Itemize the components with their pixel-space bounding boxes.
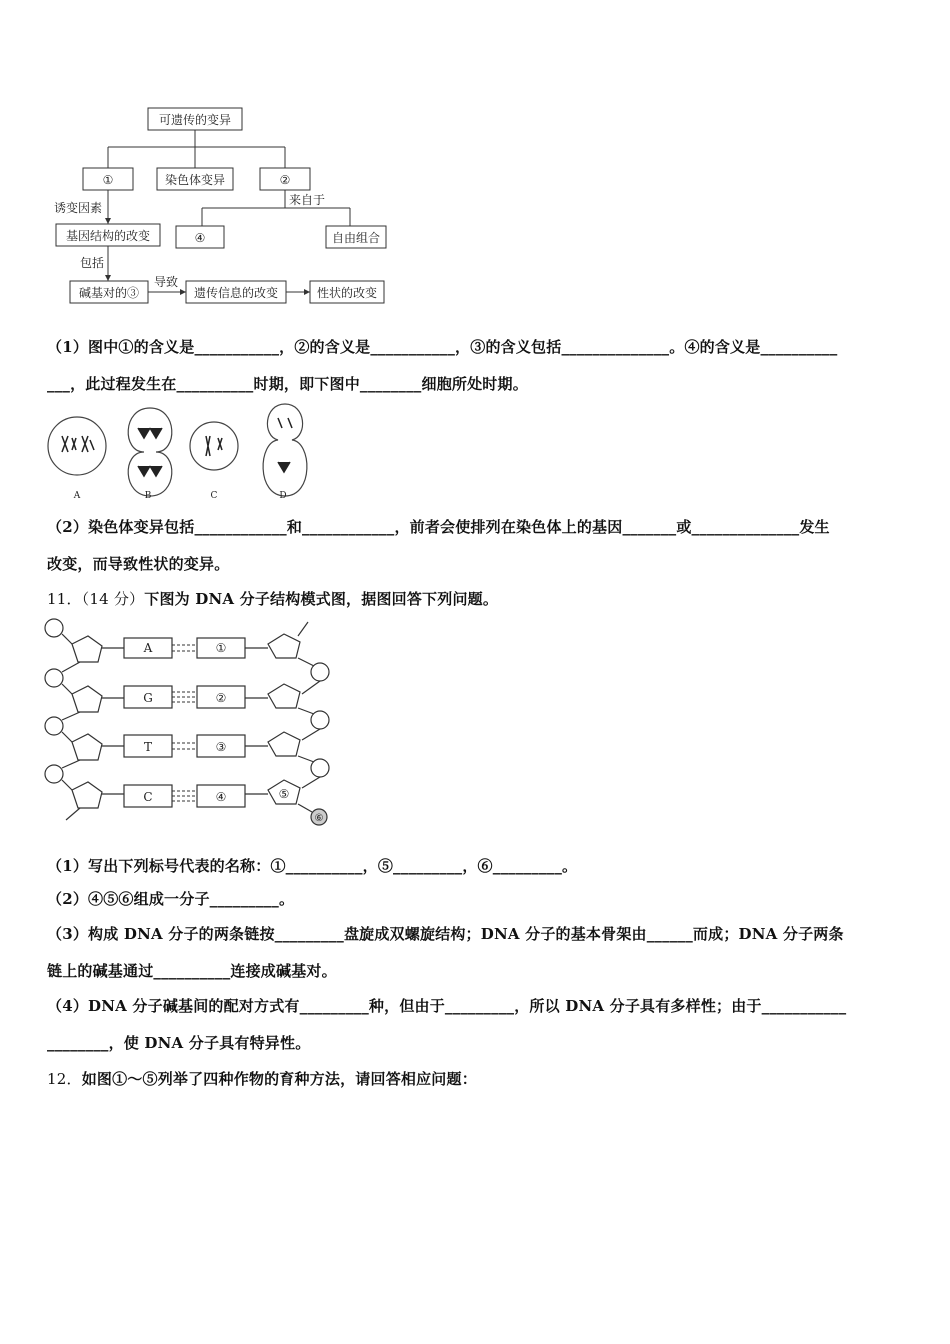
- cell-division-figure: [40, 400, 330, 505]
- variation-flowchart: [40, 100, 400, 315]
- dna-label-5: ⑤: [278, 787, 290, 801]
- cell-b: [128, 408, 172, 496]
- flow-text-2: ②: [279, 173, 291, 187]
- cell-a: [48, 417, 106, 475]
- cell-label-b: B: [144, 491, 152, 501]
- cell-label-a: A: [73, 491, 81, 501]
- flow-label-include: 包括: [80, 256, 105, 270]
- dna-label-3: ③: [215, 740, 227, 754]
- cell-label-d: D: [279, 491, 287, 501]
- flow-text-trait: 性状的改变: [316, 286, 378, 300]
- flow-text-4: ④: [194, 231, 206, 245]
- dna-label-4: ④: [215, 790, 227, 804]
- flow-text-base: 碱基对的③: [78, 286, 140, 300]
- dna-label-6: ⑥: [314, 813, 324, 824]
- q10-part2-line2: 改变，而导致性状的变异。: [47, 555, 230, 573]
- flow-text-free: 自由组合: [331, 231, 381, 245]
- q12-title: 如图①～⑤列举了四种作物的育种方法，请回答相应问题：: [81, 1070, 477, 1088]
- flow-label-induce: 诱变因素: [54, 201, 103, 215]
- cell-c: [190, 422, 238, 470]
- dna-base-left-3: T: [143, 740, 153, 754]
- flow-text-1: ①: [102, 173, 114, 187]
- dna-base-left-4: C: [143, 790, 153, 804]
- cell-label-c: C: [210, 491, 218, 501]
- flow-label-from: 来自于: [289, 193, 326, 207]
- dna-label-1: ①: [215, 641, 227, 655]
- q11-sub3-line1: （3）构成 DNA 分子的两条链按_________盘旋成双螺旋结构；DNA 分子的基本骨架由______而成；DNA 分子两条: [47, 925, 844, 943]
- dna-base-left-2: G: [143, 691, 153, 705]
- q11-sub2: （2）④⑤⑥组成一分子_________。: [47, 890, 295, 908]
- flow-text-info: 遗传信息的改变: [193, 286, 279, 300]
- cell-d: [263, 404, 307, 496]
- sugar-left-4: [72, 782, 102, 808]
- q11-sub1: （1）写出下列标号代表的名称：①__________，⑤_________，⑥_________。: [47, 857, 578, 875]
- flow-text-gene-struct: 基因结构的改变: [65, 229, 151, 243]
- flow-text-top: 可遗传的变异: [158, 113, 232, 127]
- flow-label-lead: 导致: [154, 275, 179, 289]
- q12-heading: [47, 1068, 477, 1089]
- sugar-left-3: [72, 734, 102, 760]
- q11-sub4-line1: （4）DNA 分子碱基间的配对方式有_________种，但由于_________，所以 DNA 分子具有多样性；由于___________: [47, 997, 847, 1015]
- dna-base-left-1: A: [143, 641, 153, 655]
- q12-number: 12．: [47, 1070, 82, 1088]
- sugar-left-2: [72, 686, 102, 712]
- flow-text-chrom: 染色体变异: [164, 173, 226, 187]
- q11-sub4-line2: ________，使 DNA 分子具有特异性。: [47, 1034, 311, 1052]
- q10-part1-line1: （1）图中①的含义是___________，②的含义是___________，③的含义包括______________。④的含义是__________: [47, 338, 838, 356]
- q11-heading: [47, 588, 498, 609]
- q11-title: 下图为 DNA 分子结构模式图，据图回答下列问题。: [144, 590, 499, 608]
- q10-part2-line1: （2）染色体变异包括____________和____________，前者会使排列在染色体上的基因_______或______________发生: [47, 518, 830, 536]
- dna-label-2: ②: [215, 691, 227, 705]
- q10-part1-line2: ___，此过程发生在__________时期，即下图中________细胞所处时期。: [47, 375, 528, 393]
- q11-number: 11．（14 分）: [47, 590, 145, 608]
- dna-structure-diagram: [40, 614, 340, 829]
- q11-sub3-line2: 链上的碱基通过__________连接成碱基对。: [47, 962, 337, 980]
- sugar-left-1: [72, 636, 102, 662]
